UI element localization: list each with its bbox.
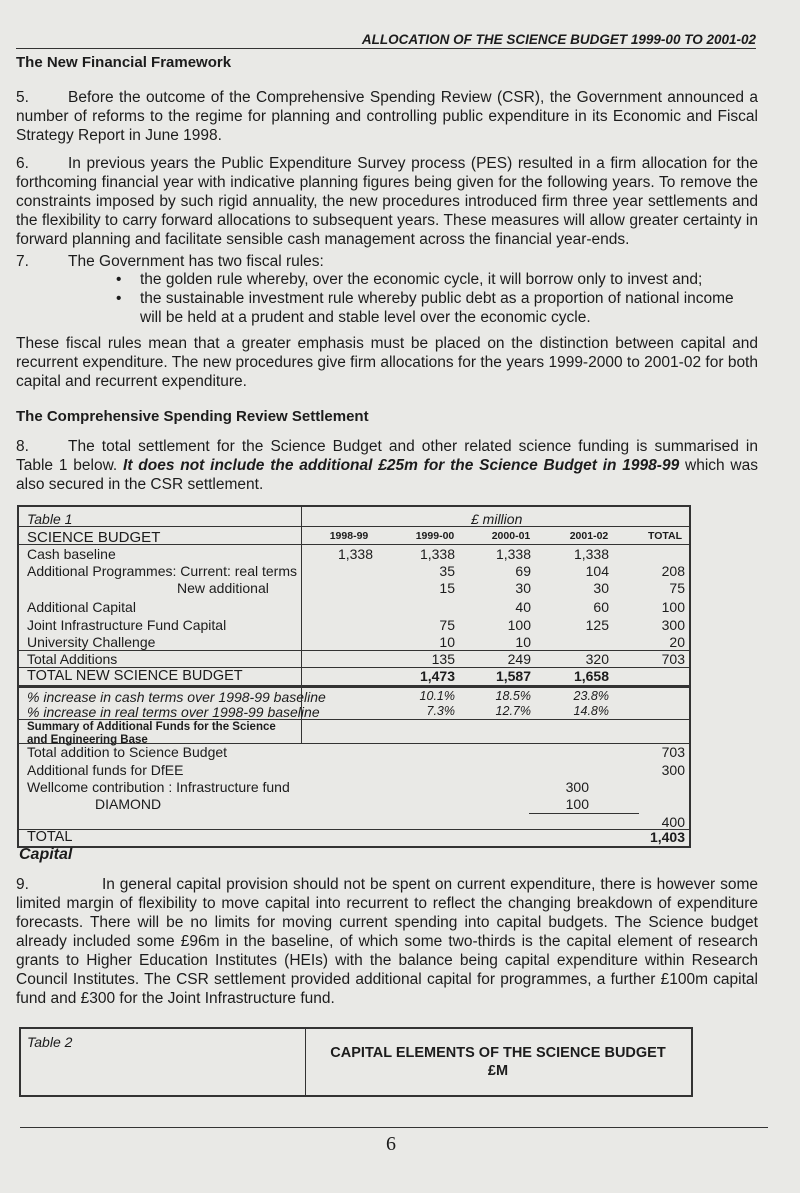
row-label: Wellcome contribution : Infrastructure fund	[27, 779, 290, 795]
table-cell: 10	[439, 634, 455, 650]
table-cell: 1,338	[419, 546, 455, 562]
row-label: TOTAL	[27, 829, 73, 845]
paragraph-text: which was also secured in the CSR settlement.	[16, 457, 758, 493]
paragraph-text: In previous years the Public Expenditure Survey process (PES) resulted in a firm allocation for the forthcoming financial year with indicative planning figures being given for the following years. To remove the constraints imposed by such rigid annuality, the new procedures introduced firm three year settlements and the flexibility to carry forward allocations to subsequent years. These measures will allow greater certainty in forward planning and facilitate sensible cash management across the financial year-ends.	[16, 155, 758, 248]
row-label: Cash baseline	[27, 546, 116, 562]
summary-row	[19, 762, 689, 780]
paragraph-7	[16, 252, 758, 271]
table-cell: 12.7%	[495, 704, 531, 718]
list-item: • the sustainable investment rule whereby public debt as a proportion of national income will be held at a prudent and stable level over the economic cycle.	[140, 289, 758, 327]
table-row	[19, 546, 689, 564]
table-rule	[19, 719, 689, 720]
table-cell: 20	[669, 634, 685, 650]
section-title-financial-framework: The New Financial Framework	[16, 54, 232, 71]
table-row	[19, 599, 689, 617]
paragraph-text: The total settlement for the Science Budget and other related science funding is summarised in Table 1 below.	[16, 438, 758, 474]
table-heading	[305, 1044, 691, 1080]
section-title-capital: Capital	[19, 846, 73, 863]
table-2	[19, 1027, 693, 1097]
summary-row	[19, 796, 689, 814]
paragraph-emphasis: It does not include the additional £25m for the Science Budget in 1998-99	[123, 457, 680, 474]
page-number: 6	[386, 1133, 396, 1155]
summary-row	[19, 779, 689, 797]
table-cell: 300	[661, 617, 685, 633]
row-label: DIAMOND	[95, 796, 162, 812]
table-1	[17, 505, 691, 848]
table-title: Table 2	[27, 1034, 73, 1050]
table-cell: 1,338	[573, 546, 609, 562]
table-cell: 75	[439, 617, 455, 633]
row-label: % increase in real terms over 1998-99 baseline	[27, 704, 320, 720]
column-header: 2001-02	[569, 530, 609, 542]
paragraph-7-follow: These fiscal rules mean that a greater emphasis must be placed on the distinction between capital and recurrent expenditure. The new procedures give firm allocations for the years 1999-2000 to 2001-02 for both capital and recurrent expenditure.	[16, 335, 758, 390]
table-cell: 300	[661, 762, 685, 778]
paragraph-number: 8.	[16, 438, 29, 455]
table-cell: 14.8%	[573, 704, 609, 718]
table-cell: 104	[585, 563, 609, 579]
table-rule	[19, 526, 689, 527]
running-header: ALLOCATION OF THE SCIENCE BUDGET 1999-00 TO 2001-02	[361, 32, 756, 47]
table-heading-line: £M	[487, 1063, 509, 1079]
paragraph-number: 5.	[16, 89, 29, 106]
table-cell: 249	[507, 651, 531, 667]
paragraph-text: Before the outcome of the Comprehensive Spending Review (CSR), the Government announced a number of reforms to the regime for planning and controlling public expenditure in its Economic and Fiscal Strategy Report in June 1998.	[16, 89, 758, 144]
row-label: Additional funds for DfEE	[27, 762, 184, 778]
table-cell: 7.3%	[426, 704, 455, 718]
table-row	[19, 580, 689, 598]
table-cell: 1,473	[419, 668, 455, 684]
table-cell: 135	[431, 651, 455, 667]
summary-heading: Summary of Additional Funds for the Science and Engineering Base	[27, 721, 276, 746]
table-row	[19, 563, 689, 581]
table-cell: 40	[515, 599, 531, 615]
table-cell: 100	[661, 599, 685, 615]
paragraph-text: The Government has two fiscal rules:	[68, 253, 324, 270]
table-cell: 320	[585, 651, 609, 667]
row-label: TOTAL NEW SCIENCE BUDGET	[27, 668, 243, 684]
table-cell: 30	[593, 580, 609, 596]
table-cell: 75	[669, 580, 685, 596]
paragraph-text: In general capital provision should not be spent on current expenditure, there is however some limited margin of flexibility to move capital into recurrent to reflect the changing breakdown of expenditure forecasts. There will be no limits for moving current spending into capital budgets. The Science budget already included some £96m in the baseline, of which some two-thirds is the capital element of research grants to Higher Education Institutes (HEIs) with the balance being capital expenditure within Research Council Institutes. The CSR settlement provided additional capital for programmes, a further £100m capital fund and £300 for the Joint Infrastructure fund.	[16, 876, 758, 1007]
table-cell: 15	[439, 580, 455, 596]
row-label: Total addition to Science Budget	[27, 744, 228, 760]
paragraph-9	[16, 875, 758, 1008]
row-label: Joint Infrastructure Fund Capital	[27, 617, 227, 633]
list-item: • the golden rule whereby, over the economic cycle, it will borrow only to invest and;	[140, 270, 758, 289]
paragraph-8	[16, 437, 758, 494]
table-rule	[19, 685, 689, 688]
table-rule	[19, 544, 689, 545]
paragraph-number: 6.	[16, 155, 29, 172]
table-cell: 703	[661, 651, 685, 667]
row-label: Total Additions	[27, 651, 118, 667]
row-label: % increase in cash terms over 1998-99 baseline	[27, 689, 326, 705]
column-header: 2000-01	[491, 530, 531, 542]
paragraph-6	[16, 154, 758, 249]
footer-rule	[20, 1127, 768, 1128]
table-cell: 30	[515, 580, 531, 596]
column-header: 1999-00	[415, 530, 455, 542]
row-label: University Challenge	[27, 634, 156, 650]
table-cell: 300	[565, 779, 589, 795]
table-cell: 10	[515, 634, 531, 650]
grand-total-row	[19, 829, 689, 847]
header-rule	[16, 48, 756, 49]
paragraph-number: 9.	[16, 876, 29, 893]
row-label: Additional Programmes: Current: real terms	[27, 563, 297, 579]
table-cell: 35	[439, 563, 455, 579]
table-cell: 100	[507, 617, 531, 633]
paragraph-5	[16, 88, 758, 145]
table-cell: 125	[585, 617, 609, 633]
table-cell: 23.8%	[573, 689, 609, 703]
table-cell: 208	[661, 563, 685, 579]
table-row	[19, 617, 689, 635]
table-cell: 1,338	[495, 546, 531, 562]
table-title-row	[19, 509, 689, 527]
table-cell: 1,658	[573, 668, 609, 684]
table-cell: 1,403	[649, 829, 685, 845]
section-title-csr-settlement: The Comprehensive Spending Review Settlement	[16, 408, 369, 425]
paragraph-number: 7.	[16, 253, 29, 270]
column-header: TOTAL	[647, 530, 683, 542]
table-cell: 703	[661, 744, 685, 760]
total-new-budget-row	[19, 668, 689, 686]
table-cell: 1,338	[337, 546, 373, 562]
row-label: Additional Capital	[27, 599, 136, 615]
table-cell: 10.1%	[419, 689, 455, 703]
column-header: 1998-99	[329, 530, 369, 542]
fiscal-rules-list	[140, 270, 758, 327]
table-unit: £ million	[471, 511, 523, 527]
table-cell: 100	[565, 796, 589, 812]
table-cell: 1,587	[495, 668, 531, 684]
table-heading-line: CAPITAL ELEMENTS OF THE SCIENCE BUDGET	[330, 1045, 666, 1061]
row-label: New additional	[177, 580, 269, 596]
table-cell: 18.5%	[495, 689, 531, 703]
table-title: Table 1	[27, 511, 73, 527]
science-budget-heading: SCIENCE BUDGET	[27, 529, 161, 546]
summary-row	[19, 744, 689, 762]
table-cell: 69	[515, 563, 531, 579]
table-cell: 60	[593, 599, 609, 615]
table-cell: 400	[661, 814, 685, 830]
